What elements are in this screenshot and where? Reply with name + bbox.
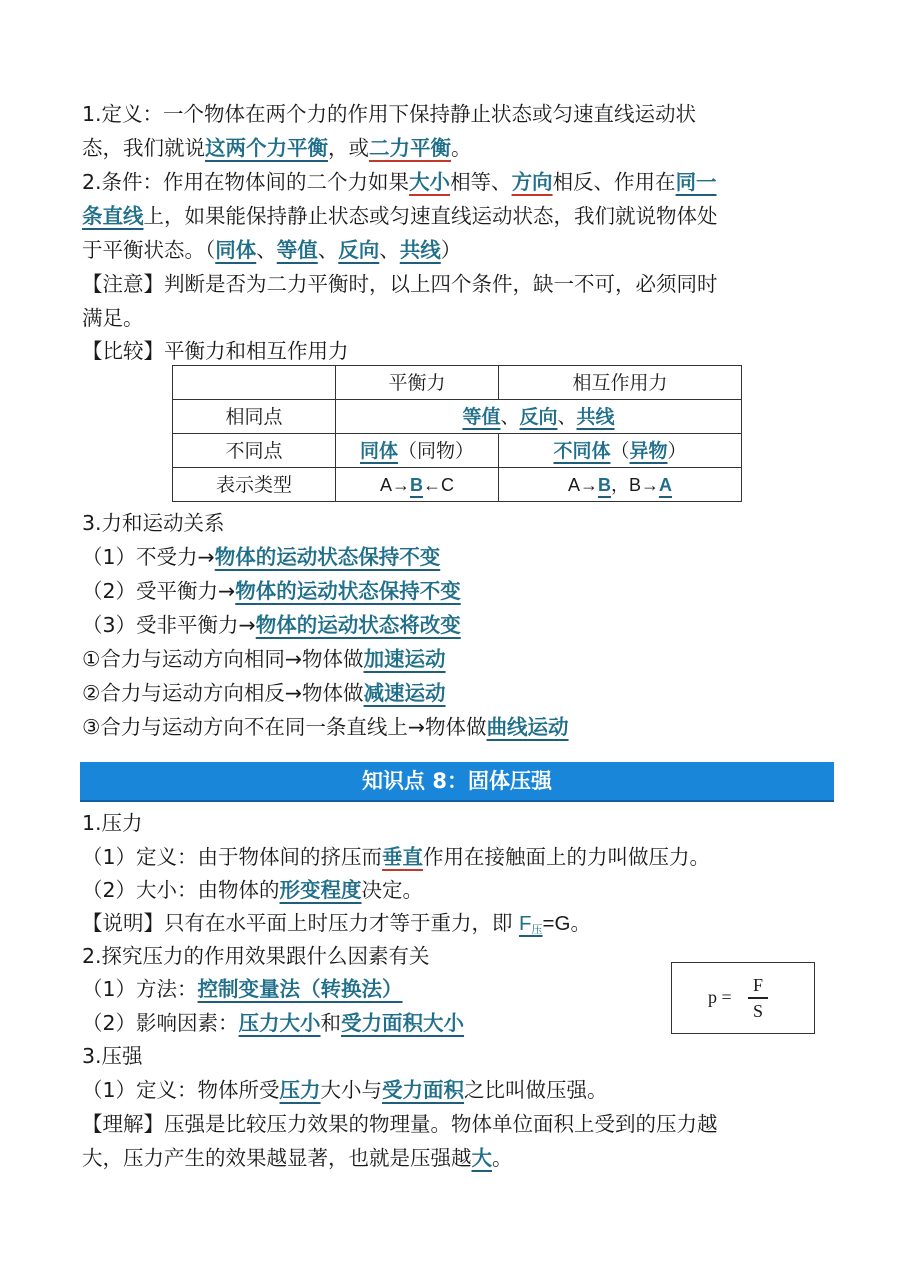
- list-item: [82, 1006, 464, 1040]
- highlight-area-size: 受力面积大小: [341, 1011, 465, 1035]
- table-cell-interaction-type: [499, 468, 742, 502]
- list-item: [82, 642, 446, 676]
- explanation-line: [82, 906, 591, 940]
- pressure-force-title: [82, 806, 143, 840]
- note-text: 【注意】判断是否为二力平衡时，以上四个条件，缺一不可，必须同时: [82, 272, 718, 296]
- compare-title: [82, 334, 349, 368]
- formula-lhs: p =: [708, 987, 732, 1007]
- table-header-interaction: 相互作用力: [499, 366, 742, 400]
- text: （2）影响因素：: [82, 1011, 239, 1035]
- understanding-line-2: [82, 1141, 513, 1175]
- highlight-collinear: 共线: [576, 405, 615, 428]
- text: 、: [256, 238, 277, 262]
- highlight-deformation: 形变程度: [279, 878, 362, 902]
- list-item: [82, 972, 403, 1006]
- text: 相反、作用在: [552, 170, 676, 194]
- table-header-balance: 平衡力: [336, 366, 499, 400]
- formula-denominator: S: [752, 1000, 763, 1021]
- definition-line-2: [82, 131, 472, 165]
- highlight-b: B: [598, 474, 611, 495]
- text: 态，我们就说: [82, 136, 205, 160]
- table-row: [173, 434, 742, 468]
- list-item: [82, 873, 423, 907]
- text: 、: [500, 405, 520, 428]
- text: ，或: [328, 136, 369, 160]
- highlight-different-body: 不同体: [553, 439, 611, 462]
- text: （同物）: [398, 439, 475, 462]
- list-item: [82, 1073, 608, 1107]
- condition-line-1: [82, 165, 717, 199]
- text: 于平衡状态。（: [82, 238, 216, 262]
- section-title: 3.压强: [82, 1044, 143, 1068]
- table-row-label: 表示类型: [173, 468, 336, 502]
- highlight-opposite: 反向: [338, 238, 380, 262]
- highlight-state-change: 物体的运动状态将改变: [255, 613, 461, 637]
- list-item: [82, 840, 710, 874]
- highlight-same-body: 同体: [215, 238, 257, 262]
- text: （2）大小：由物体的: [82, 878, 280, 902]
- table-row: [173, 468, 742, 502]
- section-header-bar: 知识点 8：固体压强: [80, 762, 834, 800]
- highlight-control-variable: 控制变量法（转换法）: [197, 977, 403, 1001]
- subscript: 压: [531, 924, 543, 936]
- understanding-line-1: [82, 1107, 718, 1141]
- note-line-1: [82, 267, 718, 301]
- compare-title-text: 【比较】平衡力和相互作用力: [82, 339, 349, 363]
- formula-box: [671, 962, 815, 1034]
- text: （1）方法：: [82, 977, 198, 1001]
- text: A→: [567, 474, 598, 495]
- highlight-two-force-balance: 二力平衡: [369, 136, 451, 160]
- text: （1）定义：物体所受: [82, 1078, 280, 1102]
- fraction-line: [748, 997, 768, 999]
- highlight-collinear: 共线: [399, 238, 441, 262]
- highlight-perpendicular: 垂直: [382, 845, 424, 869]
- table-row: [173, 400, 742, 434]
- highlight-accelerate: 加速运动: [363, 647, 446, 671]
- list-item: [82, 540, 440, 574]
- highlight-equal-value: 等值: [276, 238, 318, 262]
- text: 。: [492, 1146, 513, 1170]
- condition-line-3: [82, 233, 461, 267]
- formula-numerator: F: [752, 975, 763, 995]
- highlight-same-body: 同体: [359, 439, 398, 462]
- text: 、: [317, 238, 339, 262]
- note-text: 满足。: [82, 306, 144, 330]
- list-item: [82, 574, 461, 608]
- text: F: [519, 912, 532, 935]
- text: =G。: [542, 912, 591, 935]
- text: 相等、: [450, 170, 512, 194]
- condition-line-2: [82, 199, 718, 233]
- list-item: [82, 608, 461, 642]
- text: 。: [451, 136, 472, 160]
- text: 2.条件：作用在物体间的二个力如果: [82, 170, 410, 194]
- text: 和: [320, 1011, 342, 1035]
- highlight-magnitude: 大小: [409, 170, 451, 194]
- text: 决定。: [361, 878, 424, 902]
- text: （2）受平衡力→: [82, 579, 236, 603]
- definition-line-1: [82, 97, 696, 131]
- text: 【理解】压强是比较压力效果的物理量。物体单位面积上受到的压力越: [82, 1112, 718, 1136]
- section-title: 2.探究压力的作用效果跟什么因素有关: [82, 944, 430, 968]
- text: 作用在接触面上的力叫做压力。: [423, 845, 711, 869]
- highlight-straight-line: 条直线: [82, 204, 144, 228]
- formula-fraction: [748, 975, 768, 1021]
- definition-text: 1.定义：一个物体在两个力的作用下保持静止状态或匀速直线运动状: [82, 102, 697, 126]
- highlight-a: A: [659, 474, 673, 495]
- text: （1）不受力→: [82, 545, 215, 569]
- highlight-force: 压力: [279, 1078, 321, 1102]
- table-row-label: 相同点: [173, 400, 336, 434]
- comparison-table: [172, 365, 742, 502]
- text: （: [610, 439, 630, 462]
- highlight-opposite: 反向: [519, 405, 558, 428]
- table-cell-common: [336, 400, 742, 434]
- text: ①合力与运动方向相同→物体做: [82, 647, 364, 671]
- text: 大小与: [320, 1078, 383, 1102]
- highlight-state-unchanged: 物体的运动状态保持不变: [214, 545, 441, 569]
- text: 大，压力产生的效果越显著，也就是压强越: [82, 1146, 472, 1170]
- text: （3）受非平衡力→: [82, 613, 256, 637]
- force-motion-title: [82, 506, 225, 540]
- table-row-label: 不同点: [173, 434, 336, 468]
- text: 上，如果能保持静止状态或匀速直线运动状态，我们就说物体处: [143, 204, 718, 228]
- text: A→: [379, 474, 410, 495]
- text: ②合力与运动方向相反→物体做: [82, 681, 364, 705]
- text: ）: [440, 238, 462, 262]
- highlight-direction: 方向: [511, 170, 553, 194]
- text: 之比叫做压强。: [464, 1078, 608, 1102]
- highlight-equal-value: 等值: [462, 405, 501, 428]
- text: 、: [557, 405, 577, 428]
- highlight-f-pressure: [519, 912, 543, 935]
- highlight-large: 大: [471, 1146, 492, 1170]
- text: ）: [667, 439, 687, 462]
- text: ，B→: [611, 474, 660, 495]
- highlight-area: 受力面积: [382, 1078, 465, 1102]
- highlight-state-unchanged: 物体的运动状态保持不变: [235, 579, 461, 603]
- list-item: [82, 710, 569, 744]
- text: ③合力与运动方向不在同一条直线上→物体做: [82, 715, 487, 739]
- note-line-2: [82, 301, 144, 335]
- highlight-curve-motion: 曲线运动: [486, 715, 569, 739]
- section-title: 3.力和运动关系: [82, 511, 225, 535]
- highlight-b: B: [410, 474, 423, 495]
- section-title: 1.压力: [82, 811, 143, 835]
- explore-title: [82, 939, 430, 973]
- pressure-title: [82, 1039, 143, 1073]
- table-row: [173, 366, 742, 400]
- table-cell-interaction-diff: [499, 434, 742, 468]
- text: 、: [379, 238, 400, 262]
- highlight-force-size: 压力大小: [238, 1011, 321, 1035]
- highlight-same-line: 同一: [675, 170, 717, 194]
- text: ←C: [423, 474, 454, 495]
- highlight-balance: 这两个力平衡: [205, 136, 328, 160]
- highlight-decelerate: 减速运动: [363, 681, 446, 705]
- list-item: [82, 676, 446, 710]
- table-cell-balance-type: [336, 468, 499, 502]
- text: 【说明】只有在水平面上时压力才等于重力，即: [82, 911, 520, 935]
- table-cell-empty: [173, 366, 336, 400]
- highlight-different-object: 异物: [629, 439, 668, 462]
- table-cell-balance-diff: [336, 434, 499, 468]
- text: （1）定义：由于物体间的挤压而: [82, 845, 383, 869]
